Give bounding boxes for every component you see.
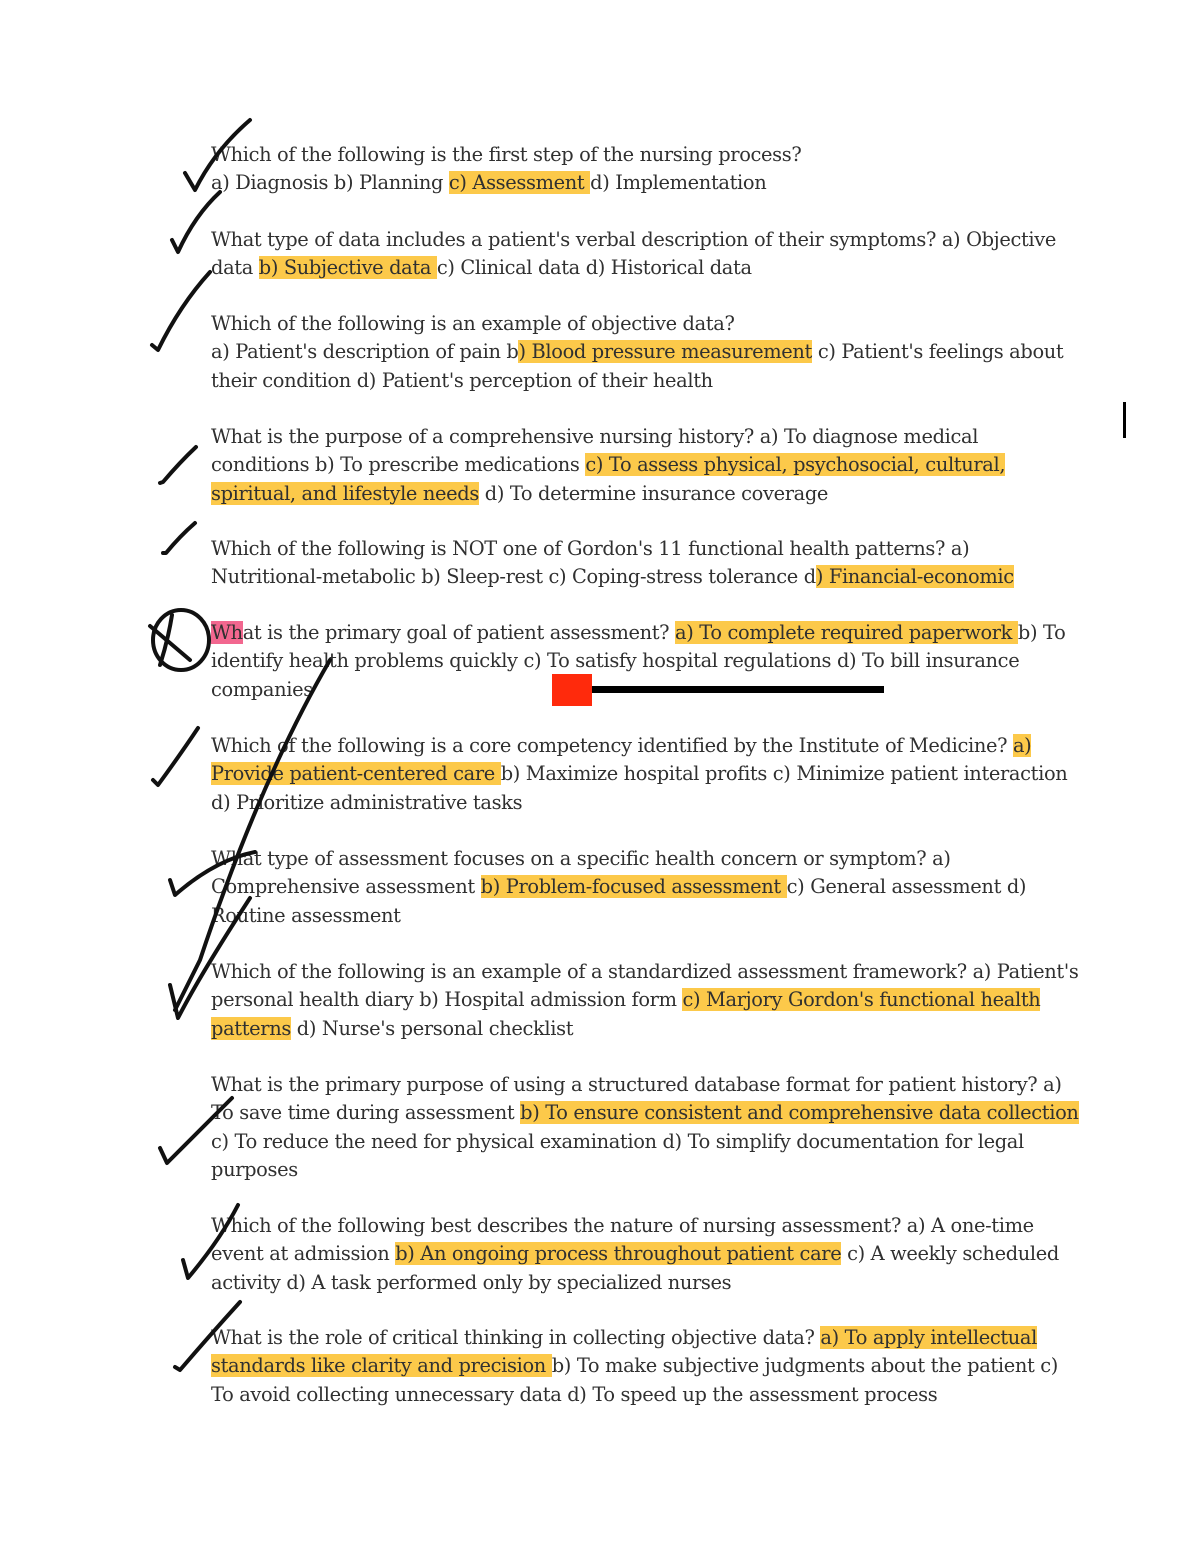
question-text: Which of the following is a core competency identified by the Institute of Medicine? [211, 734, 1013, 757]
question-block [211, 141, 1081, 198]
check-mark [152, 272, 210, 350]
question-text: Which of the following is an example of objective data? [211, 312, 735, 335]
question-text: c) Patient's feelings about their condition d) Patient's perception of their health [211, 340, 1064, 392]
highlighted-answer: c) Assessment [448, 171, 591, 195]
question-text: What type of assessment focuses on a specific health concern or symptom? a) Comprehensive assessment [211, 847, 951, 899]
highlighted-answer: ) Blood pressure measurement [518, 340, 812, 364]
question-block [211, 226, 1081, 283]
question-text: What type of data includes a patient's verbal description of their symptoms? a) Objective data [211, 228, 1057, 280]
highlighted-answer: a) To apply intellectual standards like clarity and precision [211, 1326, 1037, 1378]
x-mark [150, 615, 190, 665]
question-block [211, 310, 1081, 395]
question-text: b) To make subjective judgments about the patient c) To avoid collecting unnecessary data d) To speed up the assessment process [211, 1354, 1058, 1406]
question-block [211, 1212, 1081, 1297]
highlighted-answer: c) To assess physical, psychosocial, cultural, spiritual, and lifestyle needs [211, 453, 1006, 505]
question-text: d) Implementation [590, 171, 767, 195]
black-underline-bar [592, 686, 884, 693]
question-text: Which of the following is the first step of the nursing process? [211, 143, 802, 166]
highlighted-answer: b) Subjective data [258, 256, 437, 280]
question-block [211, 958, 1081, 1043]
red-marker-box [552, 674, 592, 706]
question-text: d) Nurse's personal checklist [290, 1016, 574, 1040]
check-mark [160, 447, 196, 483]
question-text: Which of the following best describes the nature of nursing assessment? a) A one-time event at admission [211, 1214, 1034, 1266]
question-block [211, 423, 1081, 508]
highlighted-answer: b) Problem-focused assessment [480, 875, 787, 899]
question-text: What is the purpose of a comprehensive nursing history? a) To diagnose medical conditions b) To prescribe medications [211, 425, 979, 477]
highlighted-answer: a) To complete required paperwork [675, 621, 1018, 644]
question-text: b) Maximize hospital profits c) Minimize patient interaction d) Prioritize administrative tasks [211, 762, 1068, 814]
question-text: d) To determine insurance coverage [478, 481, 829, 505]
question-text: a) Diagnosis b) Planning [211, 171, 449, 195]
question-block [211, 845, 1081, 930]
check-mark [153, 728, 198, 785]
highlighted-answer: b) An ongoing process throughout patient care [395, 1242, 842, 1266]
question-text: What is the primary purpose of using a structured database format for patient history? a) To save time during assessment [211, 1073, 1062, 1125]
question-text: c) General assessment d) Routine assessment [211, 875, 1027, 927]
highlighted-answer: a) Provide patient-centered care [211, 734, 1032, 786]
circle-mark [153, 610, 209, 670]
highlighted-answer: b) To ensure consistent and comprehensive data collection [520, 1101, 1079, 1125]
question-text: What is the role of critical thinking in collecting objective data? [211, 1326, 821, 1349]
question-text: at is the primary goal of patient assessment? [242, 621, 676, 644]
question-text: c) Clinical data d) Historical data [436, 256, 752, 280]
check-mark [163, 523, 195, 553]
question-text: Which of the following is NOT one of Gordon's 11 functional health patterns? a) Nutritional-metabolic b) Sleep-rest c) Coping-stress tolerance d [211, 537, 970, 589]
question-block [211, 535, 1081, 592]
question-block [211, 732, 1081, 817]
question-text: b) To identify health problems quickly c) To satisfy hospital regulations d) To bill insurance companies [211, 621, 1066, 701]
question-text: c) A weekly scheduled activity d) A task performed only by specialized nurses [211, 1242, 1059, 1294]
question-block [211, 1324, 1081, 1409]
question-text: Which of the following is an example of a standardized assessment framework? a) Patient's personal health diary b) Hospital admission form [211, 960, 1079, 1012]
pink-highlight: Wh [211, 621, 243, 644]
question-text: a) Patient's description of pain b [211, 340, 519, 364]
highlighted-answer: c) Marjory Gordon's functional health patterns [211, 988, 1041, 1040]
highlighted-answer: ) Financial-economic [815, 565, 1014, 589]
question-block [211, 1071, 1081, 1184]
question-text: c) To reduce the need for physical examination d) To simplify documentation for legal purposes [211, 1129, 1024, 1181]
text-cursor [1123, 402, 1126, 438]
